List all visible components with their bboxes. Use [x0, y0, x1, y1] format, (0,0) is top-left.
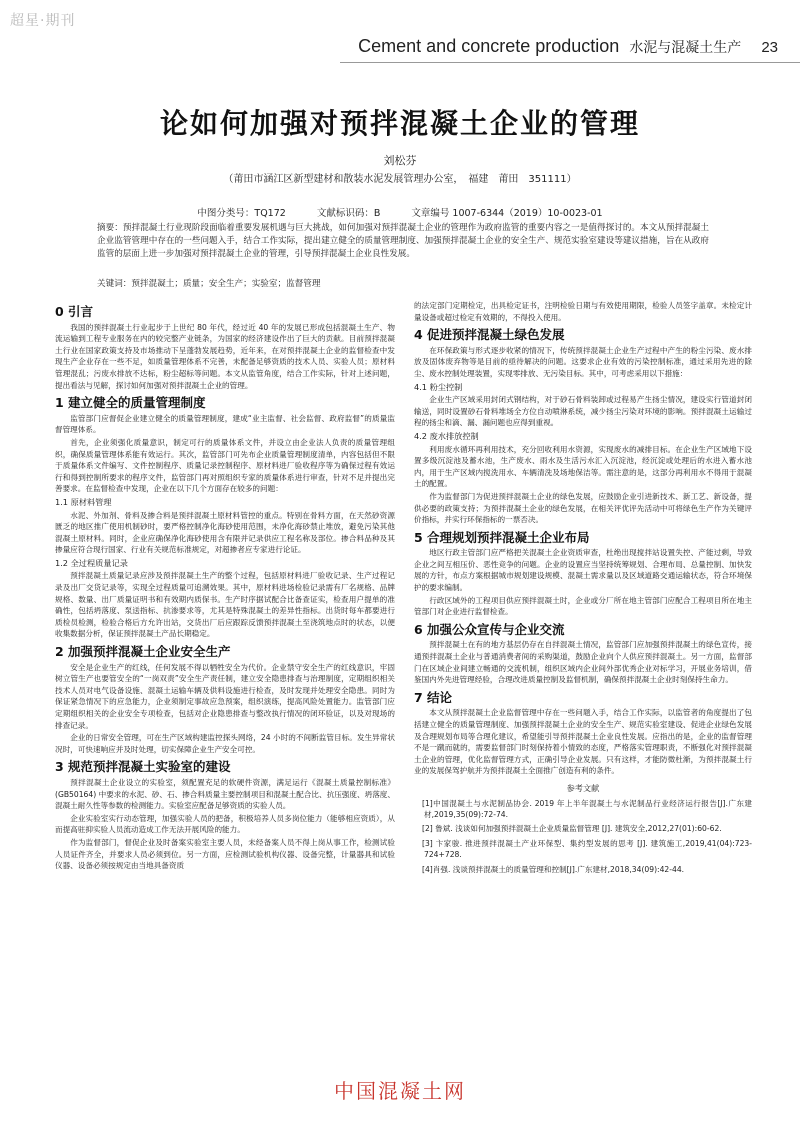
- reference-item: [1]中国混凝土与水泥制品协会. 2019 年上半年混凝土与水泥制品行业经济运行报告[J].广东建材,2019,35(09):72-74.: [422, 798, 752, 819]
- right-column: [414, 300, 752, 878]
- section-heading: 0 引言: [55, 304, 94, 319]
- paragraph: 在环保政策与形式逐步收紧的情况下，传统预拌混凝土企业生产过程中产生的粉尘污染、废水排放及固体废弃物等是目前的亟待解决的问题。这要求企业有效的污染控制标准，通过采用先进的除尘、废水控制处理装置，实现零排放、无污染目标。其中，可考虑采用以下措施：: [414, 345, 752, 378]
- subsection-heading: 4.1 粉尘控制: [414, 381, 463, 392]
- paragraph: 预拌混凝土在有的地方基层仍存在自拌混凝土情况，监管部门应加强预拌混凝土的绿色宣传，接通预拌混凝土企业与普通消费者间的采购渠道，鼓励企业向个人供应预拌混凝土。另一方面，监督部门在区域企业间建立畅通的交流机制，组织区域内企业间外部优秀企业对标学习，开展业务培训，借鉴国内外先进管理经验，合理改进质量控制及监督机制，确保预拌混凝土企业时刻保持生命力。: [414, 640, 752, 685]
- section-heading: 1 建立健全的质量管理制度: [55, 395, 206, 411]
- abstract: 摘要：预拌混凝土行业现阶段面临着重要发展机遇与巨大挑战，如何加强对预拌混凝土企业的管理作为政府监管的重要内容之一是值得探讨的。本文从预拌混凝土企业监管管理中存在的一些问题入手，结合工作实际，提出建立健全的质量管理制度、加强预拌混凝土企业的安全生产、规范实验室建设等建议措施，旨在从政府监管的层面上进一步加强对预拌混凝土企业的管理，引导预拌混凝土企业良性发展。: [97, 223, 709, 260]
- clc-number: 中图分类号：TQ172: [197, 208, 286, 219]
- paragraph: 作为监督部门为促进预拌混凝土企业的绿色发展，应鼓励企业引进新技术、新工艺、新设备，提供必要的政策支持；为预拌混凝土企业的绿色发展，在相关评优评先活动中可将绿色生产作为关键评价指标，并实行环保指标的一票否决。: [414, 491, 752, 525]
- paragraph: 监管部门应督促企业建立健全的质量管理制度，建成“业主监督、社会监督、政府监督”的质量监督管理体系。: [55, 413, 395, 435]
- header-rule: [340, 62, 800, 63]
- paragraph: 我国的预拌混凝土行业起步于上世纪 80 年代，经过近 40 年的发展已形成包括混凝土生产、物流运输到工程专业服务在内的较完整产业链条，为国家的经济建设作出了巨大的贡献。目前预拌混凝土行业在国家政策支持及市场推动下呈蓬勃发展趋势，近年来，在对预拌混凝土企业的监督检查中发现生产企业存在一些不足，如质量管理体系不完善，未配备足够资质的技术人员、实验人员；原材料管理混乱；污废水排放不达标，粉尘超标等问题。本文从监管角度，结合工作实际，针对上述问题，提出看法与见解，探讨如何加强对预拌混凝土企业的管理。: [55, 322, 395, 390]
- paragraph: 企业实验室实行动态管理，加强实验人员的把备，积极培养人员多岗位能力（能够相应资质），从而提高驻抑实验人员流动造成工作无法开展风险的能力。: [55, 813, 395, 835]
- paragraph: 利用废水循环再利用技术，充分回收利用水资源，实现废水的减排目标。在企业生产区域地下设置多级沉淀池及蓄水池，生产废水、雨水及生活污水汇入沉淀池，经沉淀或处理后的水进入蓄水池内，用于生产区域内搅洗用水、车辆清洗及场地保洁等。需注意的是，这部分再利用水不得用于混凝土的配置。: [414, 444, 752, 489]
- article-author: 刘松芬: [383, 154, 417, 167]
- left-column: [55, 300, 395, 873]
- document-code: 文献标识码：B: [316, 208, 381, 219]
- references-heading: 参考文献: [566, 782, 600, 793]
- paragraph: 安全是企业生产的红线，任何发展不得以牺牲安全为代价。企业禁守安全生产的红线意识，牢固树立管生产也要管安全的“一岗双责”安全生产责任制，建立安全隐患排查与治理制度，定期组织相关技术人员对电气设备设施、混凝土运输车辆及供料设施进行检查，及时发现并处理安全隐患。同时为保证紧急情况下的应急能力，企业须制定事故应急预案，组织演练，提高风险处置能力。监管部门应定期组织相关的企业安全专项检查，包括对企业隐患排查与整改执行情况的闭环验证，以及对现场的排查记录。: [55, 662, 395, 730]
- section-heading: 4 促进预拌混凝土绿色发展: [414, 327, 565, 343]
- paragraph: 首先，企业须强化质量意识，制定可行的质量体系文件，并设立由企业法人负责的质量管理组织，确保质量管理体系能有效运行。其次，监管部门可先布企业质量管理制度清单，内容包括但不限于质量体系文件编写、文件控制程序、质量记录控制程序、原材料进厂验收程序等为确保过程有效运行和得到控制所要求的程序文件，监管部门再对照组织专家的质量体系进行审查，针对不足并提出完善要求。在监督检查中发现，企业在以下几个方面存在较多的问题：: [55, 437, 395, 494]
- paragraph: 本文从预拌混凝土企业监督管理中存在一些问题入手，结合工作实际，以监管者的角度提出了包括建立健全的质量管理制度、加强预拌混凝土企业的安全生产、规范实验室建设、促进企业绿色发展及合理规划布局等合理化建议，希望能引导预拌混凝土企业良性发展。应指出的是，企业的监督管理不是一蹴而就的，需要监督部门时刻保持着小情致的态度，严格落实管理职责，不断强化对预拌混凝土企业的管理，优化监督管理方式，正确引导企业发展。只有这样，才能防微杜渐，为预拌混凝土行业的发展保驾护航并为预拌混凝土全面推广创造有利的条件。: [414, 708, 752, 776]
- keywords: 关键词：预拌混凝土；质量；安全生产；实验室；监督管理: [97, 279, 321, 289]
- paragraph: 的法定部门定期检定，出具检定证书，注明检验日期与有效使用期限，检验人员签字盖章。未检定计量设备或超过检定有效期的，不得投入使用。: [414, 301, 752, 322]
- footer-site-name: 中国混凝土网: [334, 1079, 466, 1103]
- paragraph: 地区行政主管部门应严格把关混凝土企业资质审查，杜绝出现搅拌站设置失控、产能过剩，导致企业之间互相压价、恶性竞争的问题。企业的设置应当坚持统筹规划、合理布局、总量控制、加快发展的方针，布点方案根据城市规划建设规模、混凝土需求量以及区域道路交通运输状态，符合环境保护的要求编制。: [414, 548, 752, 593]
- journal-name-en: Cement and concrete production: [358, 36, 620, 56]
- paragraph: 企业的日常安全管理，可在生产区域构建监控探头网络，24 小时的不间断监管目标。发生异常状况时，可快速响应并及时处理，切实保障企业生产安全可控。: [55, 733, 395, 754]
- journal-name-cn: 水泥与混凝土生产: [629, 40, 742, 56]
- paragraph: 水泥、外加剂、骨料及掺合料是预拌混凝土原材料管控的重点。特别在骨料方面，在天然砂资源匮乏的地区推广使用机制砂时，要严格控制净化海砂使用范围，未净化海砂禁止堆放，避免污染其他混凝土原材料。同时，企业应确保净化海砂使用含有限并记录供应工程名称及部位。掺合料品种及其掺量应符合现行国家、行业有关规范标准规定，对超掺者应专家进行论证。: [55, 510, 395, 555]
- article-title: 论如何加强对预拌混凝土企业的管理: [159, 107, 640, 140]
- section-heading: 7 结论: [414, 689, 453, 705]
- page-number: 23: [761, 39, 778, 56]
- classification-line: [0, 205, 800, 219]
- paragraph: 企业生产区域采用封闭式钢结构，对于砂石骨料装卸或过程易产生扬尘情况，建设实行管道封闭输送，同时设置砂石骨料堆场全方位自动喷淋系统，减少扬尘污染对环境的影响。预拌混凝土运输过程的扬尘和滴、漏、漏问题也应得到重视。: [414, 395, 752, 428]
- article-affiliation: （莆田市涵江区新型建材和散装水泥发展管理办公室， 福建 莆田 351111）: [223, 174, 577, 185]
- subsection-heading: 4.2 废水排放控制: [414, 430, 479, 441]
- article-number: 文章编号 1007-6344（2019）10-0023-01: [411, 208, 603, 219]
- section-heading: 5 合理规划预拌混凝土企业布局: [414, 529, 590, 545]
- section-heading: 2 加强预拌混凝土企业安全生产: [55, 644, 231, 660]
- subsection-heading: 1.1 原材料管理: [55, 496, 112, 507]
- paragraph: 预拌混凝土质量记录应涉及预拌混凝土生产的整个过程，包括原材料进厂验收记录、生产过程记录及出厂交货记录等，实现全过程质量可追溯效果。其中，原材料进场检验记录需有厂名规格、品牌规格、数量、出厂质量证明书和有效期内质保书。生产时序据试配合比备查证实，检查用户提单的准确性，包括坍落度、泵送指标、抗渗要求等，尤其是特殊混凝土的差异性指标。出货时每车都要进行质检员检测，检验合格后方允许出站，交货出厂后应跟踪反馈预拌混凝土至浇筑地点时的状态，以便收集数据分析，保证预拌混凝土产品长期稳定。: [55, 571, 395, 639]
- section-heading: 6 加强公众宣传与企业交流: [414, 621, 565, 637]
- reference-item: [2] 鲁斌. 浅谈如何加强预拌混凝土企业质量监督管理 [J]. 建筑安全,2012,27(01):60-62.: [422, 824, 722, 834]
- reference-item: [3] 卞家骏. 推进预拌混凝土产业环保型、集约型发展的思考 [J]. 建筑施工,2019,41(04):723-724+728.: [422, 838, 752, 860]
- paragraph: 预拌混凝土企业设立的实验室，须配置充足的软硬件资源，满足运行《混凝土质量控制标准》(GB50164) 中要求的水泥、砂、石、掺合料质量主要控制项目和混凝土配合比、抗压强度、坍落度、混凝土耐久性等参数的检测能力。实验室应配备足够资质的实验人员。: [55, 777, 395, 811]
- subsection-heading: 1.2 全过程质量记录: [55, 557, 128, 568]
- paragraph: 作为监督部门，督促企业及时备案实验室主要人员，未经备案人员不得上岗从事工作，检测试验人员证件齐全，并要求人员必须到位。另一方面，应检测试验机构仪器、设备完整，计量器具和试验仪器、设备必须按规定由当地具备资质: [55, 837, 395, 871]
- running-header: [358, 36, 778, 57]
- section-heading: 3 规范预拌混凝土实验室的建设: [55, 759, 231, 775]
- paragraph: 行政区域外的工程项目供应预拌混凝土时，企业或分厂所在地主管部门应配合工程项目所在地主管部门对企业进行监督检查。: [414, 595, 752, 617]
- watermark: 超星·期刊: [10, 13, 76, 29]
- reference-item: [4]肖强. 浅谈预拌混凝土的质量管理和控制[J].广东建材,2018,34(09):42-44.: [422, 864, 685, 874]
